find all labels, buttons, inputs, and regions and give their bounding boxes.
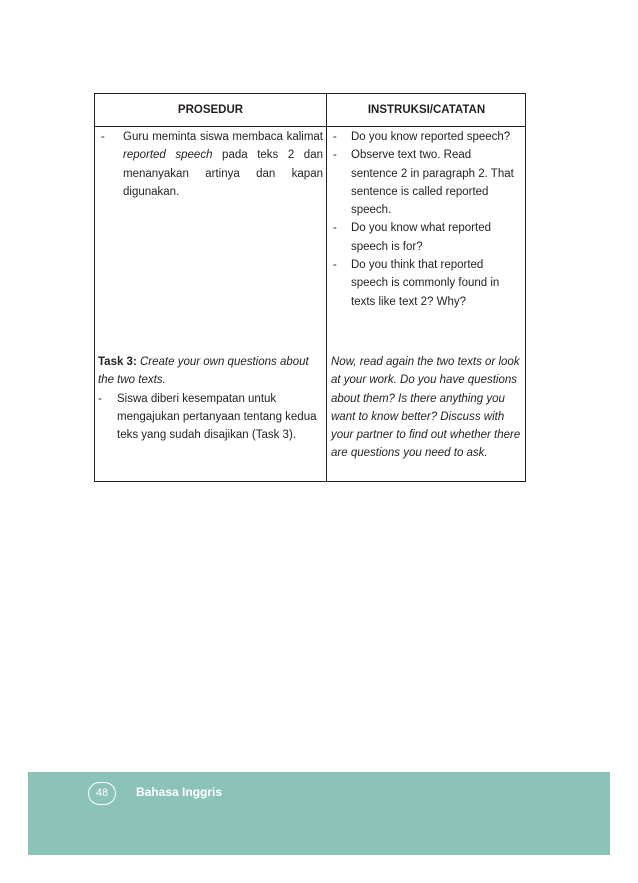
task3-item	[98, 390, 323, 445]
instruction-text: Do you know what reported speech is for?	[351, 222, 491, 253]
instruction-item	[333, 128, 521, 146]
bullet-dash: -	[98, 392, 102, 405]
bullet-dash: -	[333, 131, 337, 143]
header-instruksi-catatan: INSTRUKSI/CATATAN	[367, 104, 486, 116]
column-divider	[326, 94, 327, 481]
bullet-dash: -	[333, 259, 337, 272]
bullet-dash: -	[333, 149, 337, 162]
bullet-dash: -	[101, 131, 105, 143]
footer-band	[28, 772, 610, 855]
task3-heading	[98, 353, 323, 390]
instruction-item	[333, 256, 521, 311]
instruction-text: Do you know reported speech?	[351, 131, 511, 143]
header-divider	[95, 126, 525, 127]
lesson-table	[94, 93, 526, 482]
instruction-item	[333, 219, 521, 256]
procedure-text-2: pada teks 2 dan menanyakan artinya dan kapan digunakan.	[123, 149, 323, 198]
page-number: 48	[88, 782, 116, 805]
instruction-text: Do you think that reported speech is commonly found in texts like text 2? Why?	[351, 259, 500, 308]
procedure-text-1: Guru meminta siswa membaca kalimat	[123, 131, 323, 143]
task3-title: Create your own questions about the two texts.	[98, 356, 309, 387]
bullet-dash: -	[333, 222, 337, 235]
task3-cell	[98, 353, 323, 444]
procedure-text-italic: reported speech	[123, 149, 213, 162]
task3-label: Task 3:	[98, 356, 137, 368]
book-title: Bahasa Inggris	[136, 785, 223, 799]
instruction-note-cell-2: Now, read again the two texts or look at your work. Do you have questions about them? Is there anything you want to know better? Discuss with your partner to find out whether there are questions you need to ask.	[331, 356, 521, 460]
instruction-text: Observe text two. Read sentence 2 in paragraph 2. That sentence is called reported speech.	[351, 149, 514, 217]
header-prosedur: PROSEDUR	[177, 104, 244, 116]
procedure-item	[101, 128, 323, 201]
procedure-cell-1	[101, 128, 323, 201]
instruction-cell-1	[333, 128, 521, 311]
instruction-item	[333, 146, 521, 219]
task3-text: Siswa diberi kesempatan untuk mengajukan pertanyaan tentang kedua teks yang sudah disajikan (Task 3).	[117, 392, 317, 442]
